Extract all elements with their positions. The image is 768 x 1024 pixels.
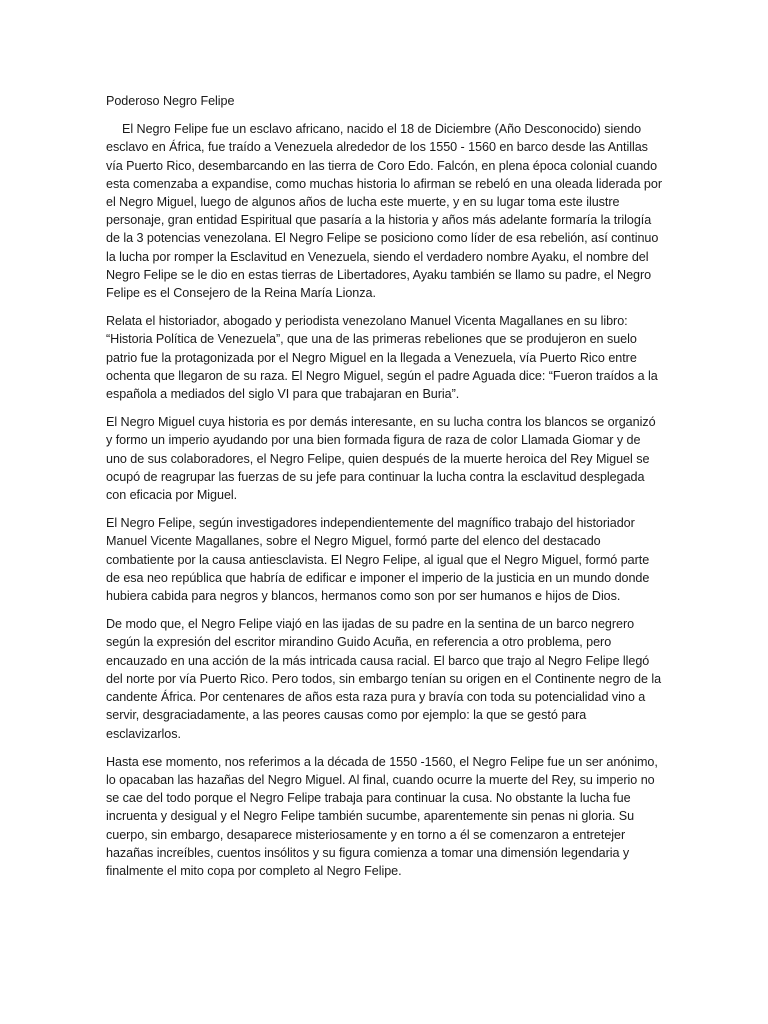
paragraph-5: De modo que, el Negro Felipe viajó en las ijadas de su padre en la sentina de un barco negrero según la expresión del escritor mirandino Guido Acuña, en referencia a otro problema, pero encauzado en una acción de la más intricada causa racial. El barco que trajo al Negro Felipe llegó del norte por vía Puerto Rico. Pero todos, sin embargo tenían su origen en el Continente negro de la candente África. Por centenares de años esta raza pura y bravía con toda su potencialidad vino a servir, desgraciadamente, a las peores causas como por ejemplo: la que se gestó para esclavizarlos.	[106, 617, 662, 741]
document-body	[106, 92, 664, 890]
paragraph-1: El Negro Felipe fue un esclavo africano, nacido el 18 de Diciembre (Año Desconocido) siendo esclavo en África, fue traído a Venezuela alrededor de los 1550 - 1560 en barco desde las Antillas vía Puerto Rico, desembarcando en las tierra de Coro Edo. Falcón, en plena época colonial cuando esta comenzaba a expandise, como muchas historia lo afirman se rebeló en una oleada liderada por el Negro Miguel, luego de algunos años de lucha este muerte, y en su lugar toma este ilustre personaje, gran entidad Espiritual que pasaría a la historia y años más adelante formaría la trilogía de la 3 potencias venezolana. El Negro Felipe se posiciono como líder de esa rebelión, así continuo la lucha por romper la Esclavitud en Venezuela, siendo el verdadero nombre Ayaku, el nombre del Negro Felipe se le dio en estas tierras de Libertadores, Ayaku también se llamo su padre, el Negro Felipe es el Consejero de la Reina María Lionza.	[106, 122, 662, 301]
paragraph-4: El Negro Felipe, según investigadores independientemente del magnífico trabajo del historiador Manuel Vicente Magallanes, sobre el Negro Miguel, formó parte del elenco del destacado combatiente por la causa antiesclavista. El Negro Felipe, al igual que el Negro Miguel, formó parte de esa neo república que habría de edificar e imponer el imperio de la justicia en un mundo donde hubiera cabida para negros y blancos, hermanos como son por ser humanos e hijos de Dios.	[106, 516, 650, 604]
paragraph-3: El Negro Miguel cuya historia es por demás interesante, en su lucha contra los blancos se organizó y formo un imperio ayudando por una bien formada figura de raza de color Llamada Giomar y de uno de sus colaboradores, el Negro Felipe, quien después de la muerte heroica del Rey Miguel se ocupó de reagrupar las fuerzas de su jefe para continuar la lucha contra la esclavitud desplegada con eficacia por Miguel.	[106, 415, 656, 503]
document-title: Poderoso Negro Felipe	[106, 94, 235, 108]
paragraph-6: Hasta ese momento, nos referimos a la década de 1550 -1560, el Negro Felipe fue un ser anónimo, lo opacaban las hazañas del Negro Miguel. Al final, cuando ocurre la muerte del Rey, su imperio no se cae del todo porque el Negro Felipe trabaja para continuar la cusa. No obstante la lucha fue incruenta y desigual y el Negro Felipe también sucumbe, aparentemente sin penas ni gloria. Su cuerpo, sin embargo, desaparece misteriosamente y en torno a él se comenzaron a entretejer hazañas increíbles, cuentos insólitos y su figura comienza a tomar una dimensión legendaria y finalmente el mito copa por completo al Negro Felipe.	[106, 754, 658, 878]
paragraph-2: Relata el historiador, abogado y periodista venezolano Manuel Vicenta Magallanes en su libro: “Historia Política de Venezuela”, que una de las primeras rebeliones que se produjeron en suelo patrio fue la protagonizada por el Negro Miguel en la llegada a Venezuela, vía Puerto Rico entre ochenta que llegaron de su raza. El Negro Miguel, según el padre Aguada dice: “Fueron traídos a la española a mediados del siglo VI para que trabajaran en Buria”.	[106, 314, 658, 402]
